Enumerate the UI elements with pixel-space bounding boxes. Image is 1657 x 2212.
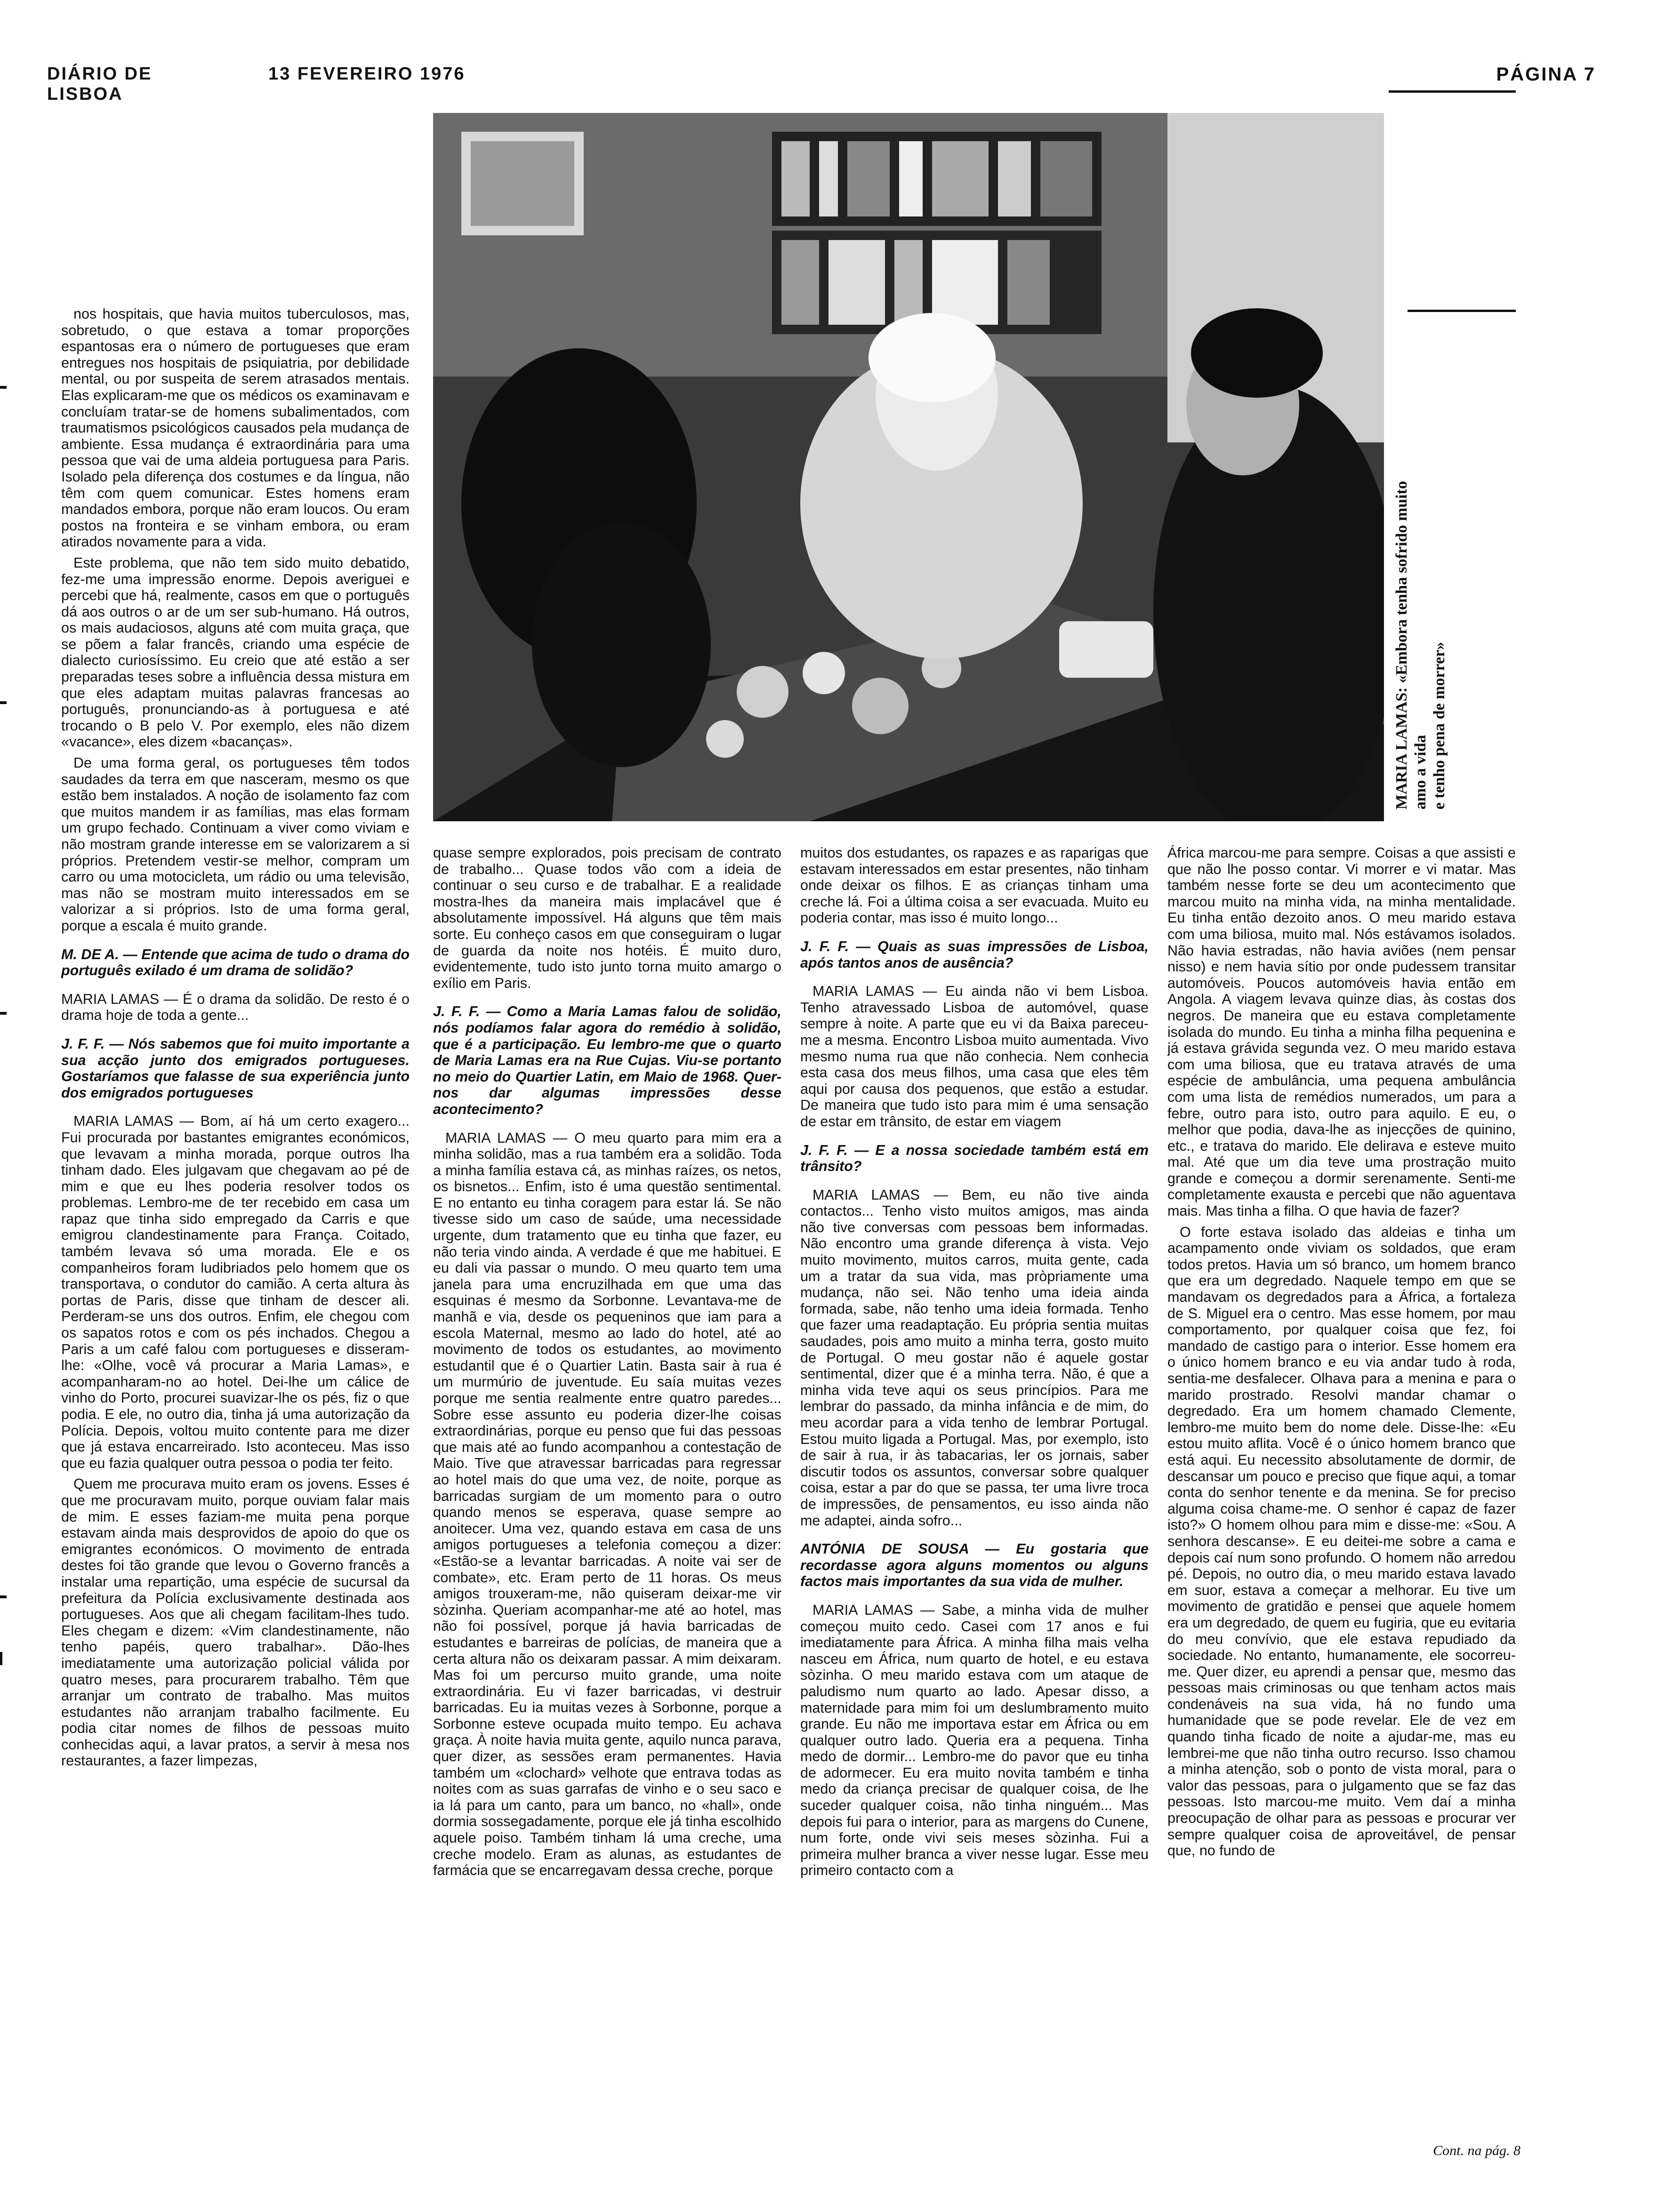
interview-question: J. F. F. — E a nossa sociedade também está em trânsito?	[800, 1142, 1149, 1175]
caption-line-1: MARIA LAMAS: «Embora tenha sofrido muito	[1393, 481, 1410, 809]
article-paragraph: MARIA LAMAS — É o drama da solidão. De resto é o drama hoje de toda a gente...	[61, 991, 410, 1024]
margin-marker	[0, 1012, 7, 1015]
masthead-date: 13 FEVEREIRO 1976	[268, 64, 466, 84]
article-paragraph: MARIA LAMAS — Eu ainda não vi bem Lisboa. Tenho atravessado Lisboa de automóvel, quase sempre à noite. A parte que eu vi da Baixa pareceu-me a mesma. Encontro Lisboa muito aumentada. Vivo mesmo numa rua que não conhecia. Nem conhecia esta casa dos meus filhos, uma casa que eles têm aqui por causa dos pequenos, que estão a estudar. De maneira que tudo isto para mim é uma sensação de estar em trânsito, de estar em viagem	[800, 983, 1149, 1130]
header-rule	[1389, 90, 1516, 93]
article-paragraph: Este problema, que não tem sido muito debatido, fez-me uma impressão enorme. Depois averiguei e percebi que há, realmente, casos em que o português dá aos outros o ar de um ser sub-humano. Há outros, os mais audaciosos, alguns até com muita graça, que se põem a falar francês, criando uma espécie de dialecto curiosíssimo. Eu creio que até estão a ser preparadas teses sobre a influência dessa mistura em que eles adaptam muitas palavras francesas ao português, pronunciando-as à portuguesa e até trocando o B pelo V. Por exemplo, eles não dizem «vacance», eles dizem «bacanças».	[61, 554, 410, 750]
caption-rule	[1408, 310, 1516, 312]
photo-caption	[1392, 424, 1458, 809]
article-paragraph: África marcou-me para sempre. Coisas a que assisti e que não lhe posso contar. Vi morrer e vi matar. Mas também nesse forte se deu um acontecimento que marcou muito na minha vida, na minha mentalidade. Eu tinha então dezoito anos. O meu marido estava com uma biliosa, muito mal. Nós estávamos isolados. Não havia estradas, não havia aviões (nem pensar nisso) e nem havia sítio por onde pudessem transitar automóveis. Poucos automóveis havia então em Angola. A viagem levava quinze dias, às costas dos negros. De maneira que eu estava completamente isolada do mundo. Eu tinha a minha filha pequenina e já estava grávida segunda vez. O meu marido estava com uma biliosa, que eu tratava através de uma espécie de ambulância, uma pequena ambulância com uma lista de remédios numerados, um para a febre, outro para isto, outro para aquilo. E eu, o melhor que podia, dava-lhe as injecções de quinino, etc., e tratava do marido. Ele delirava e esteve muito mal. Até que um dia teve uma prostração muito grande e começou a dormir serenamente. Senti-me completamente exausta e percebi que não aguentava mais. Mas tinha a filha. O que havia de fazer?	[1167, 845, 1516, 1219]
margin-marker	[0, 701, 7, 704]
interview-question: J. F. F. — Quais as suas impressões de Lisboa, após tantos anos de ausência?	[800, 938, 1149, 971]
margin-marker	[0, 1595, 7, 1598]
article-paragraph: MARIA LAMAS — Bem, eu não tive ainda contactos... Tenho visto muitos amigos, mas ainda não tive conversas com pessoas bem informadas. Não encontro uma grande diferença à vista. Vejo muito movimento, muitos carros, muita gente, cada um a tratar da sua vida, mas pròpriamente uma mudança, não sei. Não tenho uma ideia ainda formada, sabe, não tenho uma ideia formada. Tenho que fazer uma readaptação. Eu própria sentia muitas saudades, pois amo muito a minha terra, gosto muito de Portugal. O meu gostar não é aquele gostar sentimental, dizer que é a minha terra. Não, é que a minha vida teve aqui os seus princípios. Para me lembrar do passado, da minha infância e de mim, do meu acordar para a vida tenho de lembrar Portugal. Estou muito ligada a Portugal. Mas, por exemplo, isto de sair à rua, ir às tabacarias, ler os jornais, saber discutir todos os assuntos, conversar sobre qualquer coisa, estar a par do que se passa, ter uma livre troca de impressões, de pensamentos, eu isso ainda não me adaptei, ainda sofro...	[800, 1186, 1149, 1529]
article-column-2	[433, 845, 781, 2165]
interview-question: J. F. F. — Como a Maria Lamas falou de solidão, nós podíamos falar agora do remédio à solidão, que é a participação. Eu lembro-me que o quarto de Maria Lamas era na Rue Cujas. Viu-se portanto no meio do Quartier Latin, em Maio de 1968. Quer-nos dar algumas impressões desse acontecimento?	[433, 1003, 781, 1117]
article-paragraph: De uma forma geral, os portugueses têm todos saudades da terra em que nasceram, mesmo os que estão bem instalados. A noção de isolamento faz com que muitos mandem ir as famílias, mas elas formam um grupo fechado. Continuam a viver como viviam e não mostram grande interesse em se valorizarem a si próprios. Pretendem vestir-se melhor, compram um carro ou uma motocicleta, um rádio ou uma televisão, mas não se mostram muito interessados em se valorizar a si próprios. Isto de uma forma geral, porque a escala é muito grande.	[61, 755, 410, 934]
interview-question: M. DE A. — Entende que acima de tudo o drama do português exilado é um drama de solidão?	[61, 946, 410, 979]
article-paragraph: MARIA LAMAS — Sabe, a minha vida de mulher começou muito cedo. Casei com 17 anos e fui imediatamente para África. A minha filha mais velha nasceu em África, num quarto de hotel, e eu estava sòzinha. O meu marido estava com um ataque de paludismo num quarto ao lado. Apesar disso, a maternidade para mim foi um deslumbramento muito grande. Eu não me importava estar em África ou em qualquer outro lado. Queria era a pequena. Tinha medo de dormir... Lembro-me do pavor que eu tinha de adormecer. Eu era muito novita também e tinha medo da criança precisar de qualquer coisa, de lhe suceder qualquer coisa, não tinha ninguém... Mas depois fui para o interior, para as margens do Cunene, num forte, onde vivi seis meses sòzinha. Fui a primeira mulher branca a viver nesse lugar. Esse meu primeiro contacto com a	[800, 1602, 1149, 1879]
article-paragraph: muitos dos estudantes, os rapazes e as raparigas que estavam interessados em estar presentes, não tinham onde deixar os filhos. E as crianças tinham uma creche lá. Foi a última coisa a ser evacuada. Muito eu poderia contar, mas isso é muito longo...	[800, 845, 1149, 926]
article-paragraph: MARIA LAMAS — O meu quarto para mim era a minha solidão, mas a rua também era a solidão. Toda a minha família estava cá, as minhas raízes, os netos, os bisnetos... Enfim, isto é uma questão sentimental. E no entanto eu tinha coragem para estar lá. Se não tivesse sido um caso de saúde, uma necessidade urgente, dum tratamento que eu tinha que fazer, eu não teria vindo ainda. A verdade é que me habituei. E eu dali via passar o mundo. O meu quarto tem uma janela para uma encruzilhada em que uma das esquinas é mesmo da Sorbonne. Levantava-me de manhã e via, desde os pequeninos que iam para a escola Maternal, mesmo ao lado do hotel, até ao movimento de todos os estudantes, ao movimento estudantil que é o Quartier Latin. Basta sair à rua é um murmúrio de juventude. Eu saía muitas vezes porque me sentia realmente entre quatro paredes... Sobre esse assunto eu poderia dizer-lhe coisas extraordinárias, porque eu penso que fui das pessoas que mais até ao fundo acompanhou a contestação de Maio. Tive que atravessar barricadas para regressar ao hotel mais do que uma vez, de noite, porque as barricadas surgiam de um momento para o outro quando menos se esperava, quase sempre ao anoitecer. Uma vez, quando estava em casa de uns amigos portugueses a telefonia começou a dizer: «Estão-se a levantar barricadas. A noite vai ser de combate», etc. Eram perto de 11 horas. Os meus amigos trouxeram-me, não quiseram deixar-me vir sòzinha. Queriam acompanhar-me até ao hotel, mas não foi possível, porque já havia barricadas de estudantes e barreiras de polícias, de maneira que a certa altura não os deixaram passar. A mim deixaram. Mas foi um percurso muito grande, uma noite extraordinária. Eu vi fazer barricadas, vi destruir barricadas. Eu ia muitas vezes à Sorbonne, porque a Sorbonne esteve ocupada muito tempo. Eu achava graça. À noite havia muita gente, aquilo nunca parava, quer dizer, as sessões eram permanentes. Havia também um «clochard» velhote que entrava todas as noites com as suas garrafas de vinho e o seu saco e ia lá para um canto, para um banco, no «hall», onde dormia sossegadamente, porque ele já tinha escolhido aquele poiso. Também tinham lá uma creche, uma creche modelo. Eram as alunas, as estudantes de farmácia que se encarregavam dessa creche, porque	[433, 1130, 781, 1879]
caption-line-2: amo a vida	[1412, 735, 1429, 809]
article-paragraph: Quem me procurava muito eram os jovens. Esses é que me procuravam muito, porque ouviam falar mais de mim. E esses faziam-me muita pena porque estavam ainda mais desprovidos de apoio do que os emigrantes económicos. O movimento de entrada destes foi tão grande que levou o Governo francês a instalar uma repartição, uma espécie de sucursal da prefeitura da Polícia exclusivamente destinada aos portugueses. Aos que ali chegam facilitam-lhes tudo. Eles chegam e dizem: «Vim clandestinamente, não tenho papéis, quero trabalhar». Dão-lhes imediatamente uma autorização policial válida por quatro meses, para procurarem trabalho. Têm que arranjar um contrato de trabalho. Mas muitos estudantes não arranjam trabalho facilmente. Eu podia citar nomes de filhos de pessoas muito conhecidas aqui, a lavar pratos, a servir à mesa nos restaurantes, a fazer limpezas,	[61, 1476, 410, 1769]
article-column-3	[800, 845, 1149, 2165]
continuation-note: Cont. na pág. 8	[1433, 2143, 1520, 2158]
masthead-page: PÁGINA 7	[1496, 64, 1596, 85]
article-paragraph: quase sempre explorados, pois precisam de contrato de trabalho... Quase todos vão com a ideia de continuar o seu curso e de trabalhar. E a realidade mostra-lhes da maneira mais implacável que é absolutamente impossível. Há alguns que têm mais sorte. Eu conheço casos em que conseguiram o lugar de guarda da noite nos hotéis. É muito duro, evidentemente, tudo isto junto torna muito amargo o exílio em Paris.	[433, 845, 781, 991]
article-paragraph: MARIA LAMAS — Bom, aí há um certo exagero... Fui procurada por bastantes emigrantes económicos, que levavam a minha morada, porque outros lha tinham dado. Eles julgavam que chegavam ao pé de mim e que eu lhes poderia resolver todos os problemas. Lembro-me de ter recebido em casa um rapaz que tinha sido empregado da Carris e que emigrou clandestinamente para França. Coitado, também levava só uma morada. Ele e os companheiros foram ludibriados pelo homem que os transportava, o condutor do camião. A certa altura às portas de Paris, disse que tinham de descer ali. Perderam-se uns dos outros. Enfim, ele chegou com os sapatos rotos e com os pés inchados. Chegou a Paris a um café falou com portugueses e disseram-lhe: «Olhe, você vá procurar a Maria Lamas», e acompanharam-no ao hotel. Dei-lhe um cálice de vinho do Porto, procurei suavizar-lhe os pés, fiz o que podia. E ele, no outro dia, tinha já uma autorização da Polícia. Depois, voltou muito contente para me dizer que já estava encarreirado. Isto aconteceu. Mas isso que eu fazia qualquer outra pessoa o podia ter feito.	[61, 1113, 410, 1471]
caption-line-3: e tenho pena de morrer»	[1431, 641, 1448, 809]
article-column-1	[61, 306, 410, 2165]
interview-photo	[433, 113, 1384, 821]
interview-question: ANTÓNIA DE SOUSA — Eu gostaria que recordasse agora alguns momentos ou alguns factos mais importantes da sua vida de mulher.	[800, 1541, 1149, 1590]
photo-illustration	[433, 113, 1384, 821]
margin-marker	[0, 386, 7, 389]
masthead-paper: DIÁRIO DE LISBOA	[47, 64, 153, 104]
interview-question: J. F. F. — Nós sabemos que foi muito importante a sua acção junto dos emigrados portugueses. Gostaríamos que falasse de sua experiência junto dos emigrados portugueses	[61, 1035, 410, 1101]
article-column-4	[1167, 845, 1516, 2165]
article-paragraph: O forte estava isolado das aldeias e tinha um acampamento onde viviam os soldados, que eram todos pretos. Havia um só branco, um homem branco que era um degredado. Naquele tempo em que se mandavam os degredados para a África, a fortaleza de S. Miguel era o centro. Mas esse homem, por mau comportamento, por qualquer coisa que fez, foi mandado de castigo para o interior. Esse homem era o único homem branco e eu via andar tudo à roda, sentia-me desfalecer. Olhava para a menina e para o marido prostrado. Resolvi mandar chamar o degredado. Era um homem chamado Clemente, lembro-me muito bem do nome dele. Disse-lhe: «Eu estou muito aflita. Você é o único homem branco que está aqui. Eu necessito absolutamente de dormir, de descansar um pouco e preciso que fique aqui, a tomar conta do senhor tenente e da menina. Se for preciso alguma coisa chame-me. O senhor é capaz de fazer isto?» O homem olhou para mim e disse-me: «Sou. A senhora descanse». E eu deitei-me sobre a cama e depois caí num sono profundo. O homem não arredou pé. Depois, no outro dia, o meu marido estava lavado em suor, estava a começar a melhorar. Eu tive um movimento de gratidão e pensei que aquele homem era um degredado, de quem eu fugiria, que eu evitaria do meu convívio, que ele estava repudiado da sociedade. No entanto, humanamente, ele socorreu-me. Quer dizer, eu aprendi a pensar que, mesmo das pessoas mais criminosas ou que tenham actos mais condenáveis na sua vida, há no fundo uma humanidade que se pode revelar. Ele de vez em quando tinha ficado de noite a ajudar-me, mas eu lembrei-me que não tinha outro recurso. Isso chamou a minha atenção, sob o ponto de vista moral, para o valor das pessoas, para o julgamento que se faz das pessoas. Isto marcou-me muito. Vem daí a minha preocupação de olhar para as pessoas e procurar ver sempre qualquer coisa de aproveitável, de pensar que, no fundo de	[1167, 1224, 1516, 1859]
article-paragraph: nos hospitais, que havia muitos tuberculosos, mas, sobretudo, o que estava a tomar proporções espantosas era o número de portugueses que eram entregues nos hospitais de psiquiatria, por debilidade mental, ou por suspeita de serem atrasados mentais. Elas explicaram-me que os médicos os examinavam e concluíam tratar-se de homens subalimentados, com traumatismos psicológicos causados pela mudança de ambiente. Essa mudança é extraordinária para uma pessoa que vai de uma aldeia portuguesa para Paris. Isolado pela diferença dos costumes e da língua, não têm com quem comunicar. Estes homens eram mandados embora, porque não eram loucos. Ou eram postos na fronteira e se vinham embora, ou eram atirados novamente para a vida.	[61, 306, 410, 550]
margin-marker	[0, 1652, 2, 1665]
